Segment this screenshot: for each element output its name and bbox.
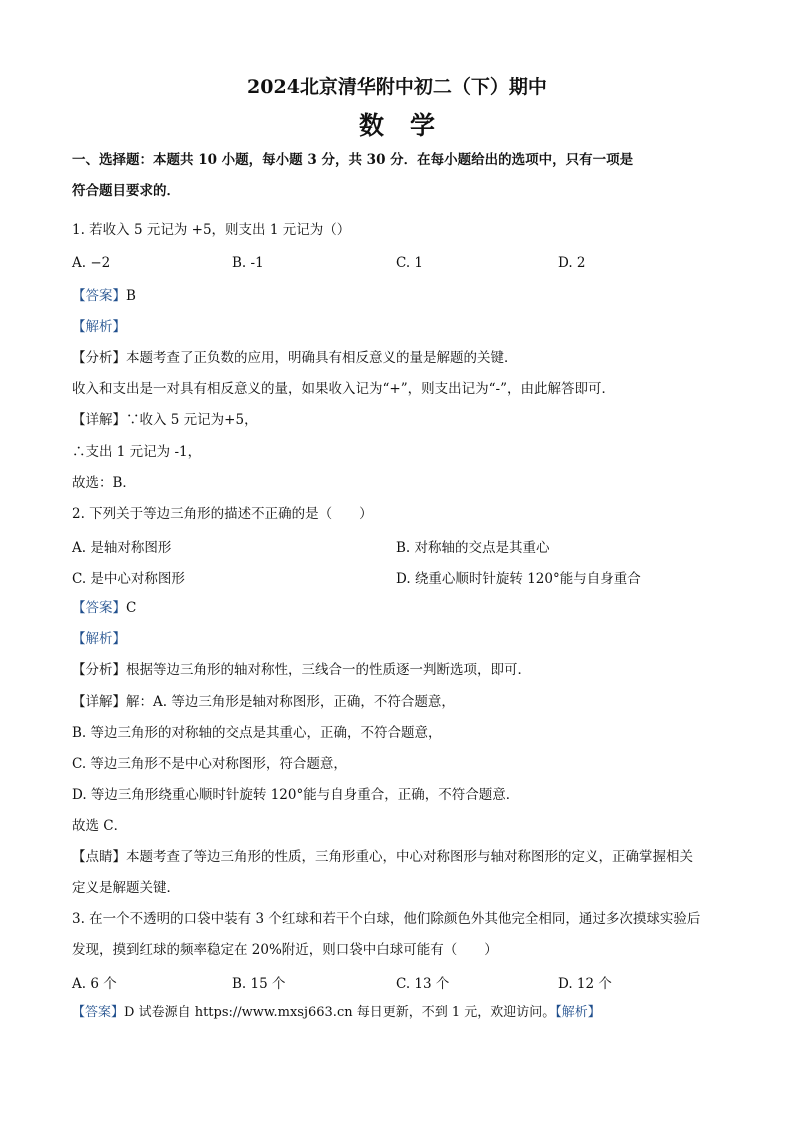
answer-value: C bbox=[126, 600, 137, 616]
q2-answer bbox=[72, 598, 734, 618]
question-3: 3. 在一个不透明的口袋中装有 3 个红球和若干个白球，他们除颜色外其他完全相同，通过多次摸球实验后 bbox=[72, 911, 701, 927]
q1-analysis-2: 收入和支出是一对具有相反意义的量，如果收入记为“+”，则支出记为“-”，由此解答即可． bbox=[72, 381, 615, 397]
watermark-text: 试卷源自 https://www.mxsj663.cn 每日更新，不到 1 元，欢迎访问。 bbox=[138, 1005, 556, 1020]
q3-option-b: B. 15 个 bbox=[232, 976, 286, 992]
q2-detail-c: C. 等边三角形不是中心对称图形，符合题意， bbox=[72, 756, 347, 772]
q2-analysis-tag: 【解析】 bbox=[72, 631, 126, 647]
analysis-tag: 【解析】 bbox=[555, 1005, 601, 1020]
q1-analysis: 【分析】本题考查了正负数的应用，明确具有相反意义的量是解题的关键． bbox=[72, 350, 518, 366]
q2-comment-2: 定义是解题关键． bbox=[72, 880, 180, 896]
q2-choice: 故选 C． bbox=[72, 818, 128, 834]
q1-detail: 【详解】∵收入 5 元记为+5， bbox=[72, 412, 258, 428]
q2-option-c: C. 是中心对称图形 bbox=[72, 571, 185, 587]
q1-option-a: A. −2 bbox=[72, 255, 111, 271]
q2-detail-b: B. 等边三角形的对称轴的交点是其重心，正确，不符合题意， bbox=[72, 725, 442, 741]
q1-answer bbox=[72, 286, 734, 306]
q3-answer bbox=[72, 1003, 734, 1023]
answer-tag: 【答案】 bbox=[72, 1005, 125, 1020]
section-heading-line2: 符合题目要求的． bbox=[72, 183, 180, 199]
q2-detail: 【详解】解：A. 等边三角形是轴对称图形，正确，不符合题意， bbox=[72, 694, 455, 710]
question-3-cont: 发现，摸到红球的频率稳定在 20%附近，则口袋中白球可能有（ ） bbox=[72, 942, 498, 958]
q2-option-d: D. 绕重心顺时针旋转 120°能与自身重合 bbox=[396, 571, 641, 587]
answer-tag: 【答案】 bbox=[72, 288, 126, 304]
section-heading-line1: 一、选择题：本题共 10 小题，每小题 3 分，共 30 分．在每小题给出的选项中，只有一项是 bbox=[72, 152, 634, 168]
answer-tag: 【答案】 bbox=[72, 600, 126, 616]
question-2: 2. 下列关于等边三角形的描述不正确的是（ ） bbox=[72, 506, 373, 522]
question-1: 1. 若收入 5 元记为 +5，则支出 1 元记为（） bbox=[72, 222, 351, 238]
q3-option-a: A. 6 个 bbox=[72, 976, 117, 992]
answer-value: D bbox=[124, 1005, 139, 1020]
q1-option-c: C. 1 bbox=[396, 255, 424, 271]
q1-choice: 故选：B． bbox=[72, 475, 136, 491]
q2-option-a: A. 是轴对称图形 bbox=[72, 540, 172, 556]
q2-analysis: 【分析】根据等边三角形的轴对称性，三线合一的性质逐一判断选项，即可． bbox=[72, 662, 531, 678]
q3-option-d: D. 12 个 bbox=[558, 976, 612, 992]
q2-comment: 【点睛】本题考查了等边三角形的性质，三角形重心，中心对称图形与轴对称图形的定义，正确掌握相关 bbox=[72, 849, 693, 865]
q3-option-c: C. 13 个 bbox=[396, 976, 450, 992]
q1-option-b: B. -1 bbox=[232, 255, 264, 271]
q1-detail-2: ∴支出 1 元记为 -1， bbox=[72, 444, 202, 460]
q1-option-d: D. 2 bbox=[558, 255, 586, 271]
exam-title: 2024北京清华附中初二（下）期中 bbox=[247, 76, 547, 98]
q2-option-b: B. 对称轴的交点是其重心 bbox=[396, 540, 550, 556]
q1-analysis-tag: 【解析】 bbox=[72, 319, 126, 335]
subject-title: 数学 bbox=[358, 111, 461, 140]
q2-detail-d: D. 等边三角形绕重心顺时针旋转 120°能与自身重合，正确，不符合题意． bbox=[72, 787, 520, 803]
answer-value: B bbox=[126, 288, 136, 304]
